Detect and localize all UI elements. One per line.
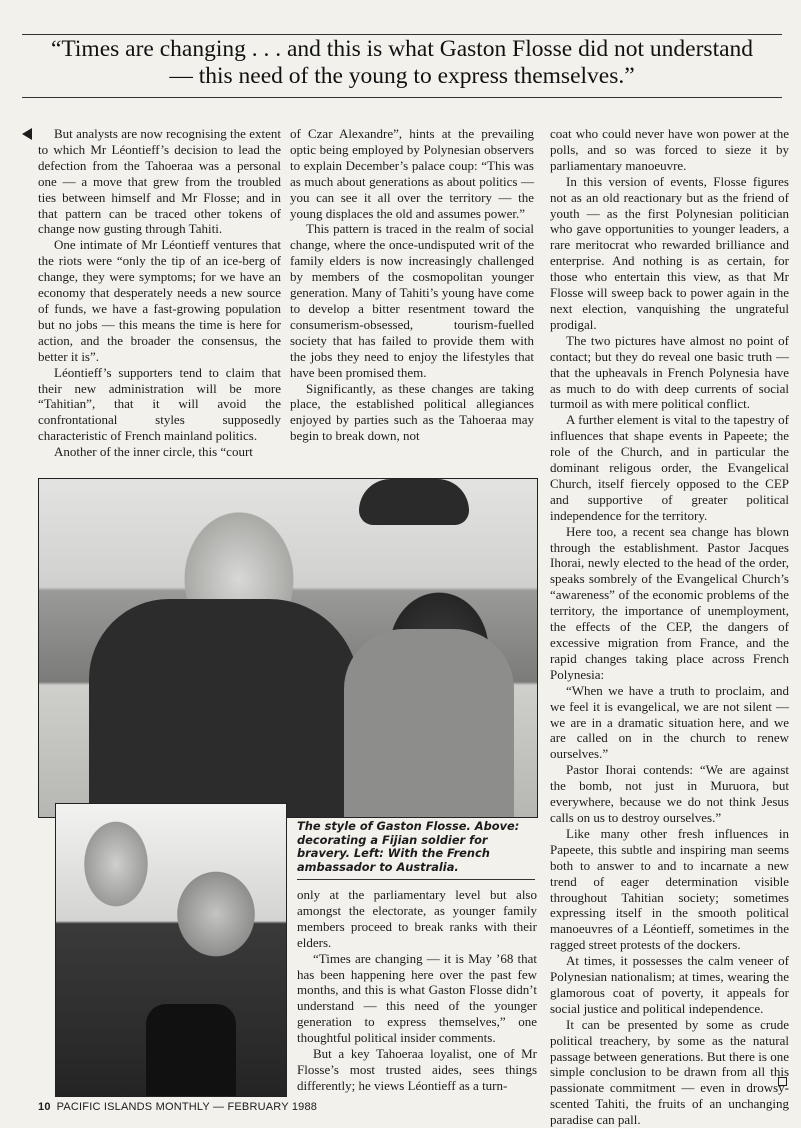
paragraph: One intimate of Mr Léontieff ventures that the riots were “only the tip of an ice-berg of change, they were symptoms; for we have an economy that desperately needs a new source of funds, we have a fast-growing population but no jobs — this means the time is here for action, and the broader the consensus, the better it is”. (38, 237, 281, 364)
paragraph: It can be presented by some as crude political treachery, by some as the natural passage between generations. But there is one simple conclusion to be drawn from all this passionate commitment — even in drowsy-scented Tahiti, the fruits of an unchanging paradise can pall. (550, 1016, 789, 1128)
top-rule (22, 34, 782, 35)
end-of-article-icon (778, 1077, 787, 1086)
paragraph: This pattern is traced in the realm of social change, where the once-undisputed writ of the family elders is now increasingly challenged by members of the cosmopolitan younger generation. Many of Tahiti’s young have come to develop a bitter resentment toward the consumerism-obsessed, tourism-fuelled society that has failed to provide them with the jobs they need to enjoy the lifestyles that have been promised them. (290, 221, 534, 380)
pull-quote-line-1: “Times are changing . . . and this is what Gaston Flosse did not understand (50, 36, 754, 62)
pull-quote (22, 36, 782, 90)
paragraph: The two pictures have almost no point of contact; but they do reveal one basic truth — that the upheavals in French Polynesia have as much to do with deep currents of social turmoil as with mere political conflict. (550, 332, 789, 412)
article-column-2-continued (297, 887, 537, 1094)
photo-flosse-with-ambassador (55, 803, 287, 1097)
paragraph: Pastor Ihorai contends: “We are against the bomb, not just in Muruora, but everywhere, because we do not think Jesus calls on us to destroy ourselves.” (550, 762, 789, 825)
paragraph: Here too, a recent sea change has blown through the establishment. Pastor Jacques Ihorai, newly elected to the head of the order, speaks sombrely of the Evangelical Church’s “awareness” of the economic problems of the territory, the importance of unemployment, the effects of the CEP, the dangers of excessive migration from France, and the rapid changes taking place across French Polynesia: (550, 523, 789, 682)
caption-rule (297, 879, 535, 880)
photo-figure-suit (89, 599, 359, 818)
page-footer (38, 1101, 317, 1113)
paragraph: Like many other fresh influences in Papeete, this subtle and inspiring man seems both to answer to and to incarnate a new trend of eager determination visible throughout Tahitian society; sometimes expressing itself in the smooth political manoeuvres of a Léontieff, sometimes in the ragged street protests of the dockers. (550, 825, 789, 953)
paragraph: But analysts are now recognising the extent to which Mr Léontieff’s decision to lead the defection from the Tahoeraa was a personal one — a move that grew from the troubled ties between himself and Mr Flosse; and in that pattern can be traced other tokens of change now gusting through Tahiti. (38, 126, 281, 237)
paragraph: “When we have a truth to proclaim, and we feel it is evangelical, we are not silent — we are in a dramatic situation here, and we are called on in the church to renew ourselves.” (550, 682, 789, 762)
article-column-1 (38, 126, 281, 460)
continuation-arrow-icon (22, 128, 32, 140)
photo-caption: The style of Gaston Flosse. Above: decorating a Fijian soldier for bravery. Left: With the French ambassador to Australia. (297, 819, 520, 874)
paragraph: only at the parliamentary level but also amongst the electorate, as younger family members proceed to break ranks with their elders. (297, 887, 537, 950)
paragraph: In this version of events, Flosse figures not as an old reactionary but as the friend of youth — as the first Polynesian politician who gave opportunities to younger leaders, a rare meritocrat who rewarded brilliance and enterprise. And nothing is as certain, for those who entertain this view, as that Mr Flosse will sweep back to power again in the next election, vanquishing the ungrateful prodigal. (550, 173, 789, 332)
pull-quote-line-2: — this need of the young to express themselves.” (169, 63, 635, 89)
photo-flosse-decorating-soldier (38, 478, 538, 818)
photo-figure-soldier (344, 629, 514, 818)
paragraph: Significantly, as these changes are taking place, the established political allegiances enjoyed by parties such as the Tahoeraa may begin to break down, not (290, 380, 534, 444)
article-column-3 (550, 126, 789, 1128)
paragraph: Another of the inner circle, this “court (54, 444, 253, 460)
paragraph: But a key Tahoeraa loyalist, one of Mr Flosse’s most trusted aides, sees things differently; he views Léontieff as a turn- (297, 1046, 537, 1093)
photo-microphones (146, 1004, 236, 1096)
photo-beret (359, 479, 469, 525)
paragraph: “Times are changing — it is May ’68 that has been happening here over the past few months, and this is what Gaston Flosse didn’t understand — this need of the younger generation to express themselves,” one thoughtful political insider comments. (297, 950, 537, 1046)
publication-line: PACIFIC ISLANDS MONTHLY — FEBRUARY 1988 (56, 1101, 318, 1113)
page-number: 10 (38, 1101, 51, 1113)
paragraph: coat who could never have won power at the polls, and so was forced to sieze it by parliamentary manoeuvre. (550, 126, 789, 173)
paragraph: At times, it possesses the calm veneer of Polynesian nationalism; at times, wearing the glamorous coat of poverty, it appeals for social justice and political independence. (550, 953, 789, 1016)
article-column-2 (290, 126, 534, 444)
paragraph: of Czar Alexandre”, hints at the prevailing optic being employed by Polynesian observers to explain December’s palace coup: “This was as much about generations as about politics — you can see it all over the territory — the young displaces the old and assumes power.” (290, 126, 534, 221)
paragraph: Léontieff’s supporters tend to claim that their new administration will be more “Tahitian”, that it will avoid the confrontational styles supposedly characteristic of French mainland politics. (38, 364, 281, 444)
pull-quote-bottom-rule (22, 97, 782, 98)
paragraph: A further element is vital to the tapestry of influences that shape events in Papeete; the role of the Church, and in particular the dominant religous order, the Evangelical Church, itself fiercely opposed to the CEP and supportive of greater political independence for the territory. (550, 412, 789, 523)
